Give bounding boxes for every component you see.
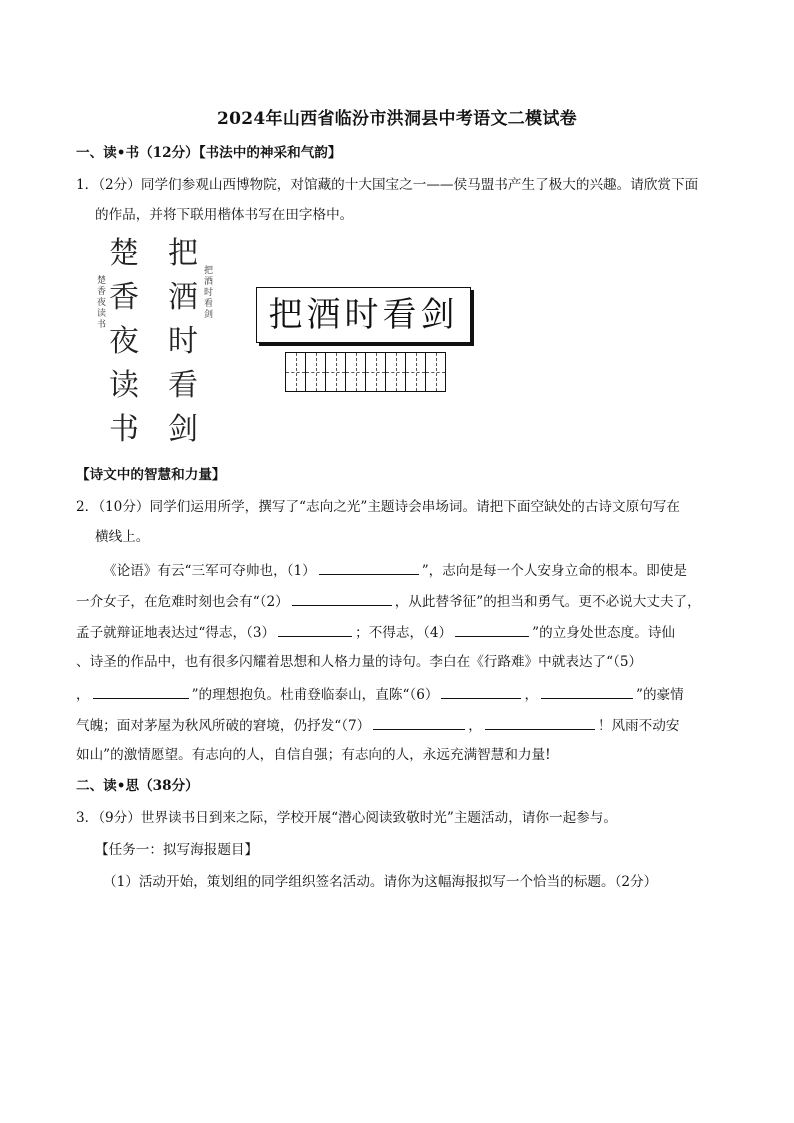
q2-paragraph-line1 <box>103 559 687 581</box>
q2-p1-text-a: 《论语》有云“三军可夺帅也，（1） <box>103 563 316 579</box>
q2-p5-text-b: ”的理想抱负。杜甫登临泰山，直陈“（6） <box>191 687 439 703</box>
tianzige-cell[interactable] <box>425 352 446 392</box>
tianzige-cell[interactable] <box>405 352 426 392</box>
q2-p5-text-a: ， <box>76 687 90 703</box>
q2-p5-text-c: ， <box>524 687 539 703</box>
q2-p1-text-b: ”，志向是每一个人安身立命的根本。即使是 <box>421 563 687 579</box>
question2-text-cont: 横线上。 <box>95 529 150 545</box>
question3-text: 3．（9分）世界读书日到来之际，学校开展“潜心阅读致敬时光”主题活动，请你一起参与。 <box>76 810 617 826</box>
q2-paragraph-line2 <box>76 590 701 612</box>
q2-paragraph-line5 <box>76 683 684 705</box>
q2-p2-text-a: 一介女子，在危难时刻也会有“（2） <box>76 594 289 610</box>
answer-blank-1[interactable] <box>319 559 419 575</box>
q2-paragraph-line4: 、诗圣的作品中，也有很多闪耀着思想和人格力量的诗句。李白在《行路难》中就表达了“（5） <box>76 654 643 670</box>
tianzige-cell[interactable] <box>285 352 306 392</box>
q2-paragraph-line7: 如山”的激情愿望。有志向的人，自信自强；有志向的人，永远充满智慧和力量! <box>76 747 551 763</box>
q2-p3-text-a: 孟子就辩证地表达过“得志，（3） <box>76 625 276 641</box>
question1-text: 1．（2分）同学们参观山西博物院，对馆藏的十大国宝之一——侯马盟书产生了极大的兴趣。请欣赏下面 <box>76 177 699 193</box>
q2-paragraph-line3 <box>76 621 675 643</box>
calligraphy-right-column <box>163 232 203 452</box>
answer-blank-6b[interactable] <box>541 683 633 699</box>
answer-blank-3[interactable] <box>278 621 352 637</box>
question1-text-cont: 的作品，并将下联用楷体书写在田字格中。 <box>95 207 354 223</box>
section1-heading: 一、读•书（12分）【书法中的神采和气韵】 <box>76 145 342 161</box>
calligraphy-left-column <box>104 232 144 452</box>
q2-p6-text-a: 气魄；面对茅屋为秋风所破的窘境，仍抒发“（7） <box>76 718 371 734</box>
q2-p3-text-b: ；不得志，（4） <box>355 625 453 641</box>
calligraphy-left-text: 楚香夜读书 <box>109 236 139 447</box>
task1-heading: 【任务一：拟写海报题目】 <box>95 842 259 858</box>
couplet-callout-box: 把酒时看剑 <box>256 287 471 343</box>
page-title: 2024年山西省临汾市洪洞县中考语文二模试卷 <box>217 109 577 129</box>
tianzige-cell[interactable] <box>305 352 326 392</box>
q2-p5-text-d: ”的豪情 <box>636 687 684 703</box>
q2-p6-text-c: ！风雨不动安 <box>597 718 680 734</box>
question2-text: 2．（10分）同学们运用所学，撰写了“志向之光”主题诗会串场词。请把下面空缺处的古诗文原句写在 <box>76 499 680 515</box>
task1-question1: （1）活动开始，策划组的同学组织签名活动。请你为这幅海报拟写一个恰当的标题。（2分） <box>103 874 658 890</box>
answer-blank-7b[interactable] <box>485 714 595 730</box>
tianzige-cell[interactable] <box>365 352 386 392</box>
tianzige-cell[interactable] <box>385 352 406 392</box>
calligraphy-right-text: 把酒时看剑 <box>168 236 198 447</box>
answer-blank-7a[interactable] <box>373 714 465 730</box>
answer-blank-6a[interactable] <box>441 683 521 699</box>
answer-blank-4[interactable] <box>455 621 529 637</box>
q2-p3-text-c: ”的立身处世态度。诗仙 <box>532 625 676 641</box>
answer-blank-2[interactable] <box>292 590 392 606</box>
section2-heading: 二、读•思（38分） <box>76 778 199 794</box>
q2-p6-text-b: ， <box>468 718 482 734</box>
tianzige-cell[interactable] <box>325 352 346 392</box>
q2-paragraph-line6 <box>76 714 679 736</box>
subheading-poetry: 【诗文中的智慧和力量】 <box>76 467 226 483</box>
tianzige-cell[interactable] <box>345 352 366 392</box>
inscription-left: 楚香夜读书 <box>97 276 107 330</box>
inscription-right: 把酒时看剑 <box>204 266 214 320</box>
tianzige-grid[interactable] <box>286 352 446 392</box>
answer-blank-5[interactable] <box>93 683 189 699</box>
q2-p2-text-b: ，从此替爷征”的担当和勇气。更不必说大丈夫了， <box>394 594 701 610</box>
